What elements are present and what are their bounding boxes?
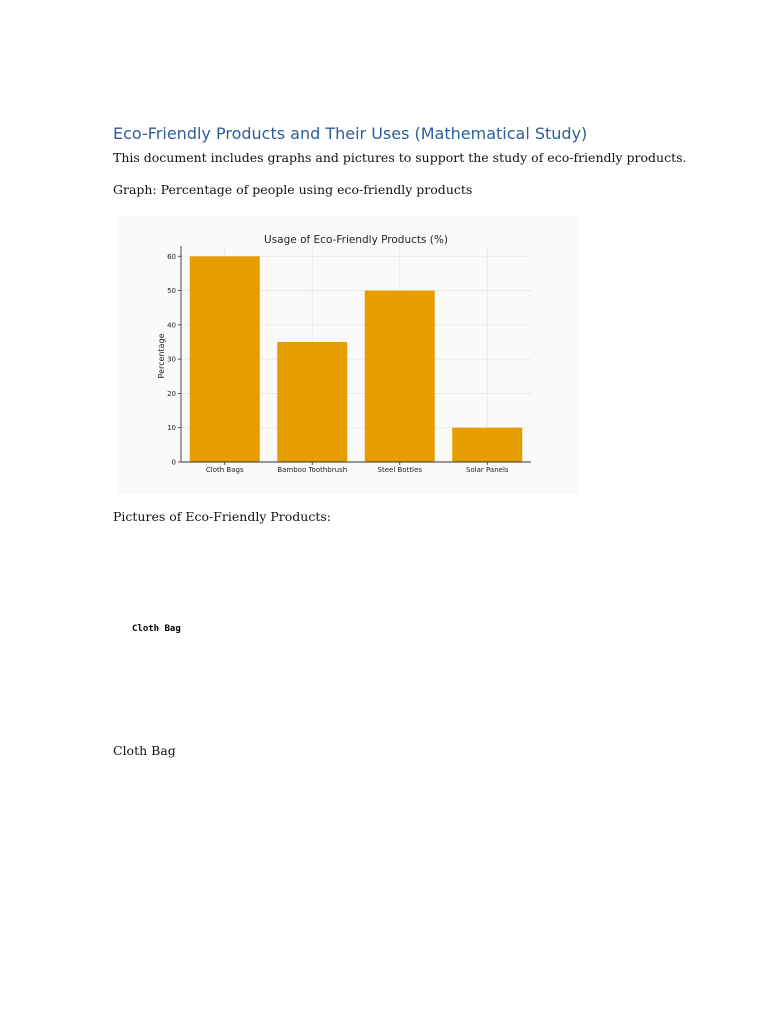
graph-caption: Graph: Percentage of people using eco-friendly products bbox=[113, 182, 473, 197]
chart-title: Usage of Eco-Friendly Products (%) bbox=[264, 234, 448, 246]
bar-chart-image bbox=[118, 216, 578, 494]
x-tick-label: Bamboo Toothbrush bbox=[277, 466, 348, 474]
y-tick-label: 40 bbox=[167, 321, 176, 330]
x-tick-label: Steel Bottles bbox=[377, 466, 422, 474]
y-tick-label: 20 bbox=[167, 389, 176, 398]
y-tick-label: 0 bbox=[171, 458, 176, 467]
y-tick-label: 10 bbox=[167, 424, 176, 433]
cloth-bag-image bbox=[132, 624, 181, 634]
bar-cloth-bags bbox=[190, 256, 260, 462]
pictures-heading: Pictures of Eco-Friendly Products: bbox=[113, 509, 331, 524]
y-tick-label: 50 bbox=[167, 287, 176, 296]
y-tick-label: 60 bbox=[167, 252, 176, 261]
document-title: Eco-Friendly Products and Their Uses (Mathematical Study) bbox=[113, 124, 588, 143]
cloth-bag-image-label: Cloth Bag bbox=[132, 624, 181, 634]
bar-steel-bottles bbox=[365, 291, 435, 462]
cloth-bag-caption: Cloth Bag bbox=[113, 743, 176, 758]
x-tick-label: Solar Panels bbox=[465, 466, 509, 474]
x-tick-label: Cloth Bags bbox=[205, 466, 244, 474]
intro-paragraph: This document includes graphs and pictures to support the study of eco-friendly products. bbox=[113, 150, 687, 165]
chart-y-axis-label: Percentage bbox=[157, 333, 166, 379]
bar-bamboo-toothbrush bbox=[277, 342, 347, 462]
y-tick-label: 30 bbox=[167, 355, 176, 364]
bar-solar-panels bbox=[452, 428, 522, 462]
bar-chart bbox=[118, 216, 578, 494]
